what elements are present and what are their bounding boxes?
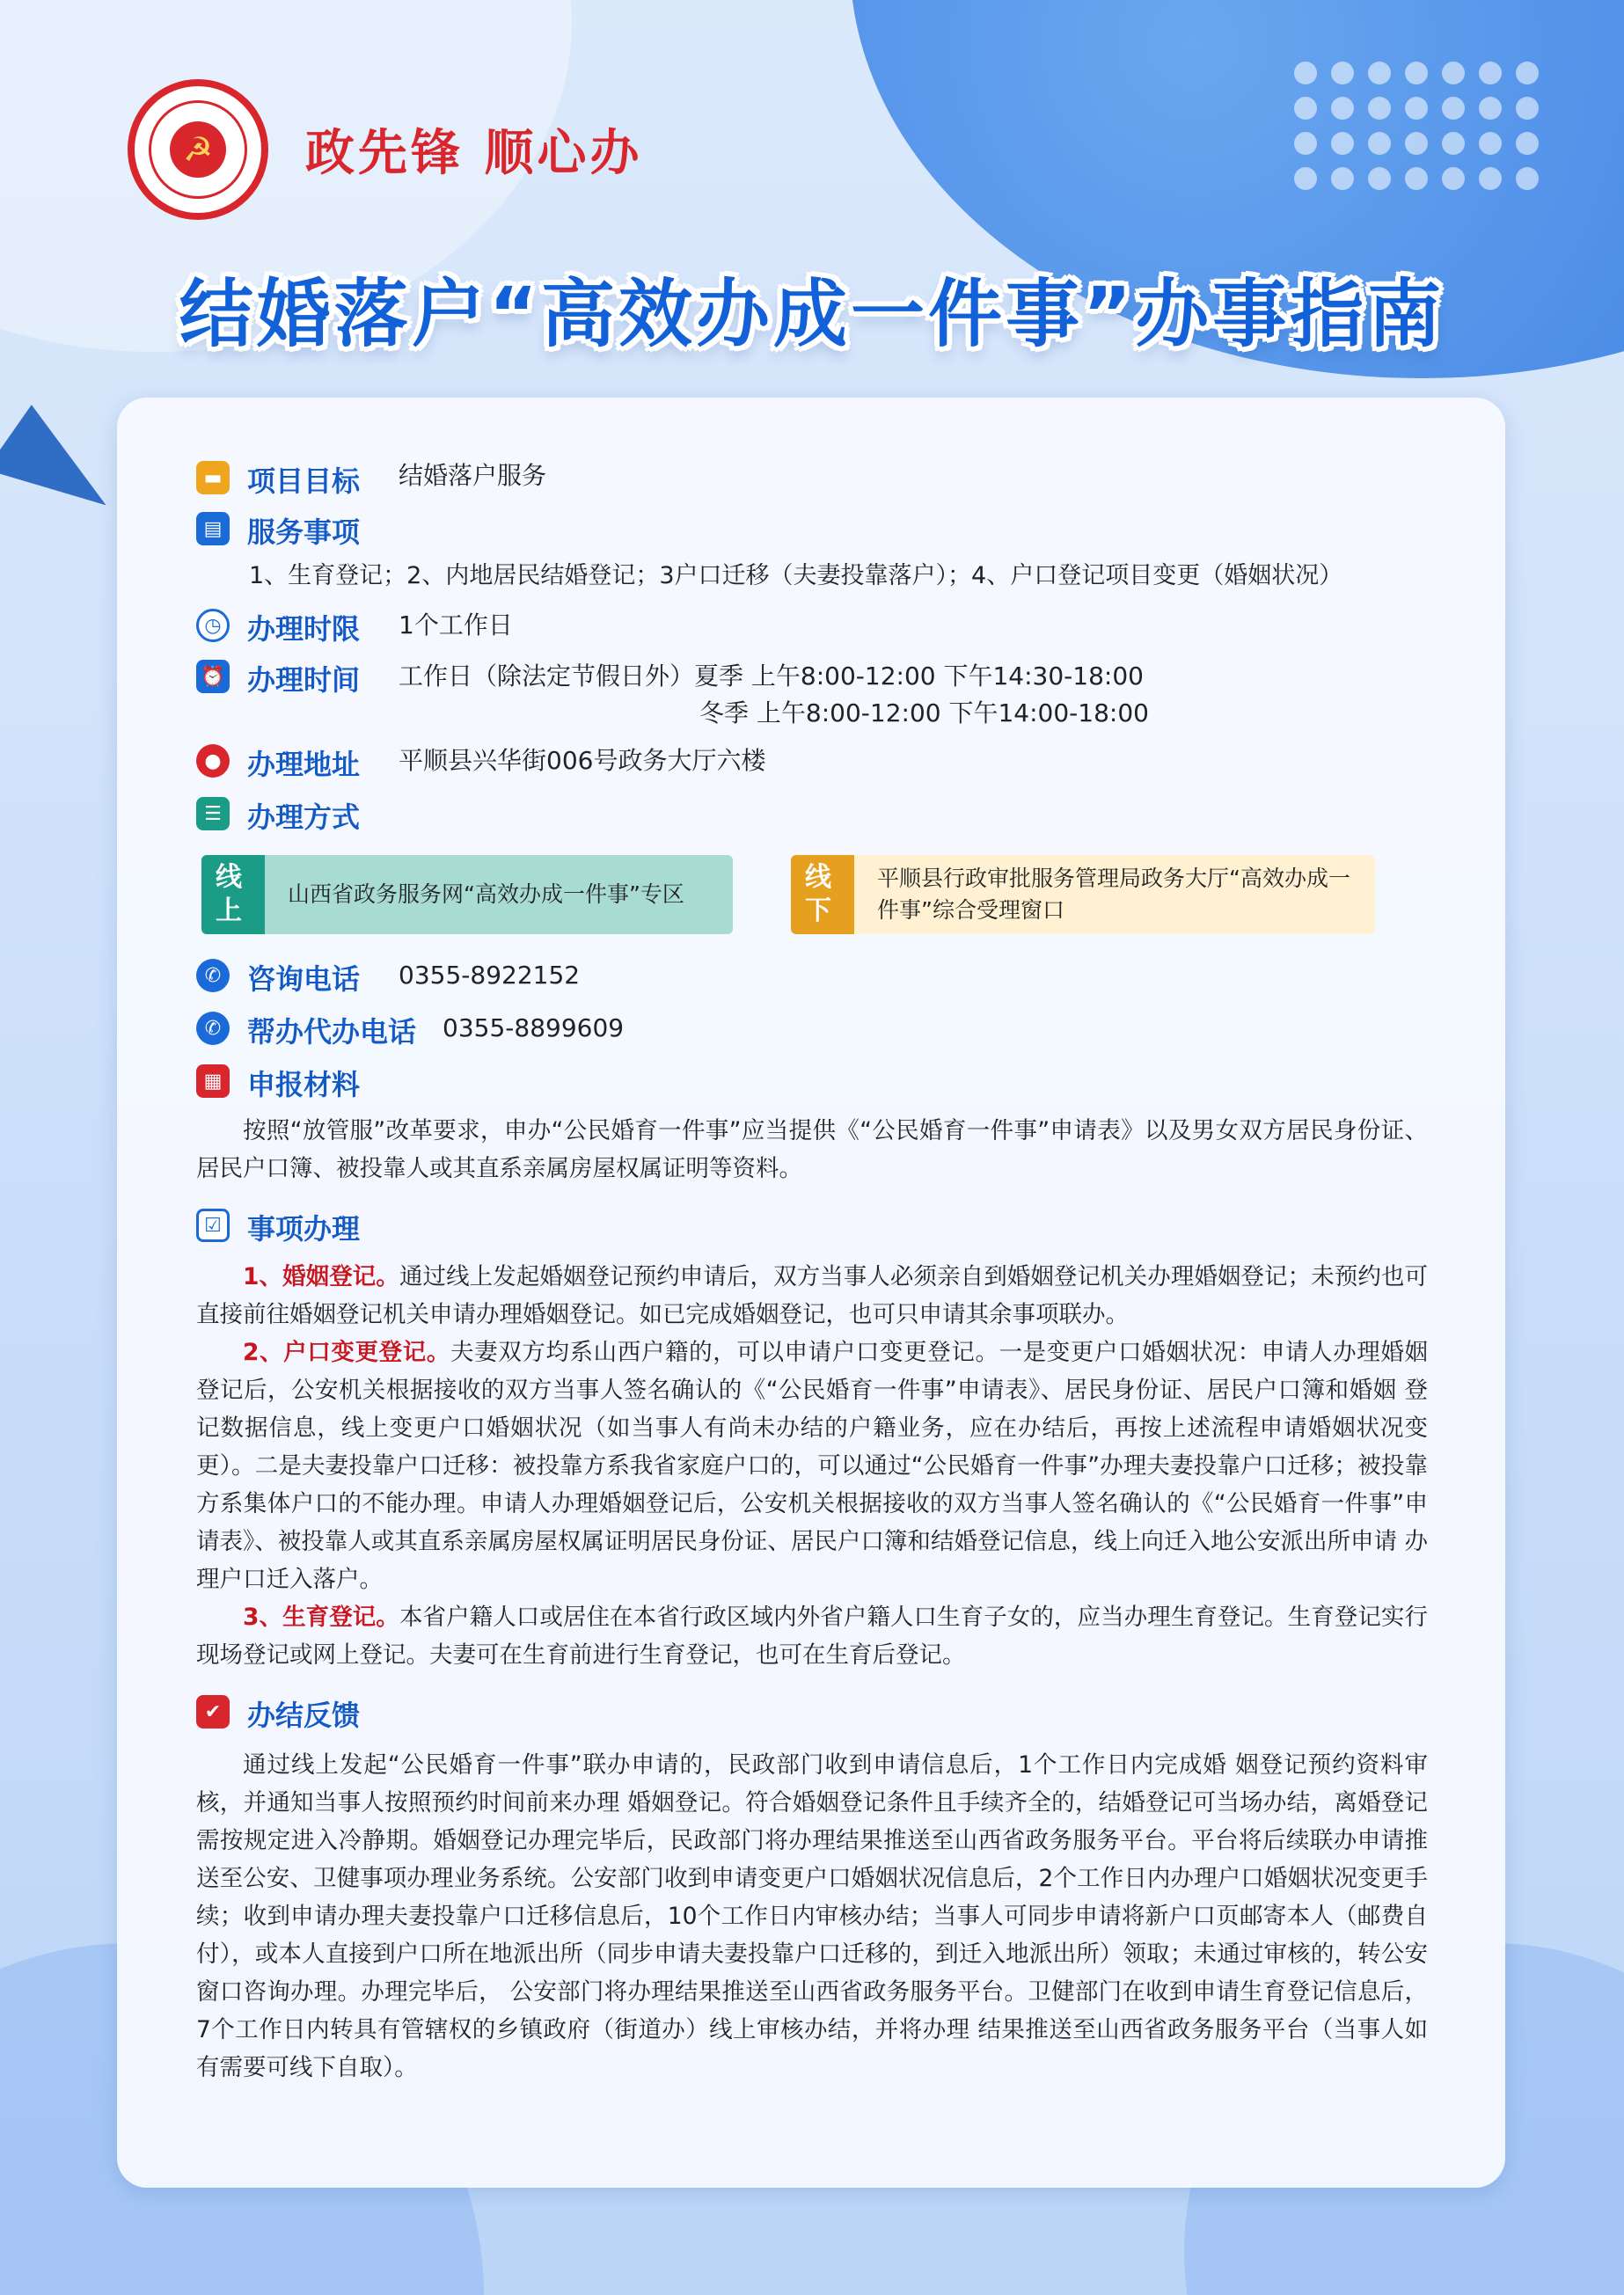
- folder-icon: ▬: [196, 461, 230, 494]
- phone-value: 0355-8922152: [399, 961, 581, 990]
- materials-label: 申报材料: [247, 1068, 361, 1101]
- goal-row: [196, 459, 1428, 501]
- feedback-row: [196, 1693, 1428, 1734]
- time-limit-value: 1个工作日: [399, 610, 513, 640]
- hours-row: [196, 658, 1428, 732]
- slogan: 政先锋 顺心办: [305, 125, 643, 182]
- decorative-dots: [1294, 62, 1540, 190]
- goal-label: 项目目标: [247, 464, 361, 498]
- materials-text: 按照“放管服”改革要求，申办“公民婚育一件事”应当提供《“公民婚育一件事”申请表》以及男女双方居民身份证、居民户口簿、被投靠人或其直系亲属房屋权属证明等资料。: [196, 1117, 1428, 1182]
- method-row: [196, 795, 1428, 836]
- phone-row: [196, 957, 1428, 998]
- phone-label: 咨询电话: [247, 962, 361, 996]
- document-icon: ▦: [196, 1064, 230, 1098]
- goal-value: 结婚落户服务: [399, 461, 547, 490]
- feedback-label: 办结反馈: [247, 1699, 361, 1732]
- offline-text: 平顺县行政审批服务管理局政务大厅“高效办成一件事”综合受理窗口: [854, 855, 1375, 934]
- agent-phone-row: [196, 1010, 1428, 1050]
- hours-line-2: 冬季 上午8:00-12:00 下午14:00-18:00: [699, 698, 1149, 727]
- page-title: 结婚落户“高效办成一件事”办事指南: [179, 271, 1445, 357]
- materials-row: [196, 1063, 1428, 1103]
- address-row: [196, 742, 1428, 783]
- handling-label: 事项办理: [247, 1212, 361, 1246]
- handling-title-1: 1、婚姻登记。: [243, 1263, 399, 1290]
- time-limit-row: [196, 607, 1428, 647]
- handling-title-3: 3、生育登记。: [243, 1604, 399, 1631]
- clipboard-icon: ▤: [196, 512, 230, 545]
- handling-paragraph-2: [196, 1334, 1428, 1598]
- handling-row: [196, 1207, 1428, 1247]
- handling-paragraph-1: [196, 1258, 1428, 1334]
- party-seal-logo: [128, 79, 268, 220]
- checklist-icon: ☑: [196, 1209, 230, 1242]
- handling-paragraph-3: [196, 1598, 1428, 1674]
- feedback-icon: ✔: [196, 1695, 230, 1729]
- guide-card: [117, 398, 1505, 2188]
- address-value: 平顺县兴华街006号政务大厅六楼: [399, 746, 766, 775]
- online-method: [201, 855, 733, 934]
- offline-tag: 线下: [791, 855, 854, 934]
- feedback-text: 通过线上发起“公民婚育一件事”联办申请的，民政部门收到申请信息后，1个工作日内完成婚 姻登记预约资料审核，并通知当事人按照预约时间前来办理 婚姻登记。符合婚姻登记条件且手续齐全的，结婚登记可当场办结，离婚登记需按规定进入冷静期。婚姻登记办理完毕后，民政部门将办理结果推送至山西省政务服务平台。平台将后续联办申请推送至公安、卫健事项办理业务系统。公安部门收到申请变更户口婚姻状况信息后，2个工作日内办理户口婚姻状况变更手续；收到申请办理夫妻投靠户口迁移信息后，10个工作日内审核办结；当事人可同步申请将新户口页邮寄本人（邮费自付），或本人直接到户口所在地派出所（同步申请夫妻投靠户口迁移的，到迁入地派出所）领取；未通过审核的，转公安窗口咨询办理。办理完毕后， 公安部门将办理结果推送至山西省政务服务平台。卫健部门在收到申请生育登记信息后，7个工作日内转具有管辖权的乡镇政府（街道办）线上审核办结，并将办理 结果推送至山西省政务服务平台（当事人如有需要可线下自取）。: [196, 1751, 1428, 2081]
- agent-phone-label: 帮办代办电话: [247, 1015, 417, 1049]
- header: [128, 79, 643, 220]
- method-options: [196, 855, 1428, 934]
- hours-label: 办理时间: [247, 663, 361, 697]
- agent-phone-value: 0355-8899609: [443, 1013, 625, 1042]
- location-pin-icon: ●: [196, 744, 230, 778]
- phone-icon: ✆: [196, 1012, 230, 1045]
- handling-text-2: 夫妻双方均系山西户籍的，可以申请户口变更登记。一是变更户口婚姻状况：申请人办理婚姻 登记后，公安机关根据接收的双方当事人签名确认的《“公民婚育一件事”申请表》、居民身份证、居民户口簿和婚姻 登记数据信息，线上变更户口婚姻状况（如当事人有尚未办结的户籍业务，应在办结后，再按上述流程申请婚姻状况变更）。二是夫妻投靠户口迁移：被投靠方系我省家庭户口的，可以通过“公民婚育一件事”办理夫妻投靠户口迁移；被投靠方系集体户口的不能办理。申请人办理婚姻登记后，公安机关根据接收的双方当事人签名确认的《“公民婚育一件事”申请表》、被投靠人或其直系亲属房屋权属证明居民身份证、居民户口簿和结婚登记信息，线上向迁入地公安派出所申请 办理户口迁入落户。: [196, 1339, 1428, 1593]
- service-label: 服务事项: [247, 515, 361, 549]
- hours-line-1: 工作日（除法定节假日外）夏季 上午8:00-12:00 下午14:30-18:00: [399, 661, 1144, 691]
- service-value: 1、生育登记；2、内地居民结婚登记；3户口迁移（夫妻投靠落户）；4、户口登记项目变更（婚姻状况）: [249, 562, 1343, 589]
- handling-text-3: 本省户籍人口或居住在本省行政区域内外省户籍人口生育子女的，应当办理生育登记。生育登记实行现场登记或网上登记。夫妻可在生育前进行生育登记，也可在生育后登记。: [196, 1604, 1428, 1669]
- clock-icon: ◷: [196, 609, 230, 642]
- party-emblem-icon: ☭: [170, 121, 226, 178]
- handling-text-1: 通过线上发起婚姻登记预约申请后，双方当事人必须亲自到婚姻登记机关办理婚姻登记；未预约也可直接前往婚姻登记机关申请办理婚姻登记。如已完成婚姻登记，也可只申请其余事项联办。: [196, 1263, 1428, 1328]
- time-limit-label: 办理时限: [247, 612, 361, 646]
- address-label: 办理地址: [247, 748, 361, 781]
- offline-method: [791, 855, 1375, 934]
- online-text: 山西省政务服务网“高效办成一件事”专区: [265, 855, 733, 934]
- method-label: 办理方式: [247, 800, 361, 834]
- service-row: [196, 510, 1428, 551]
- alarm-clock-icon: ⏰: [196, 660, 230, 693]
- handling-title-2: 2、户口变更登记。: [243, 1339, 450, 1366]
- online-tag: 线上: [201, 855, 265, 934]
- list-icon: ☰: [196, 797, 230, 830]
- phone-icon: ✆: [196, 959, 230, 992]
